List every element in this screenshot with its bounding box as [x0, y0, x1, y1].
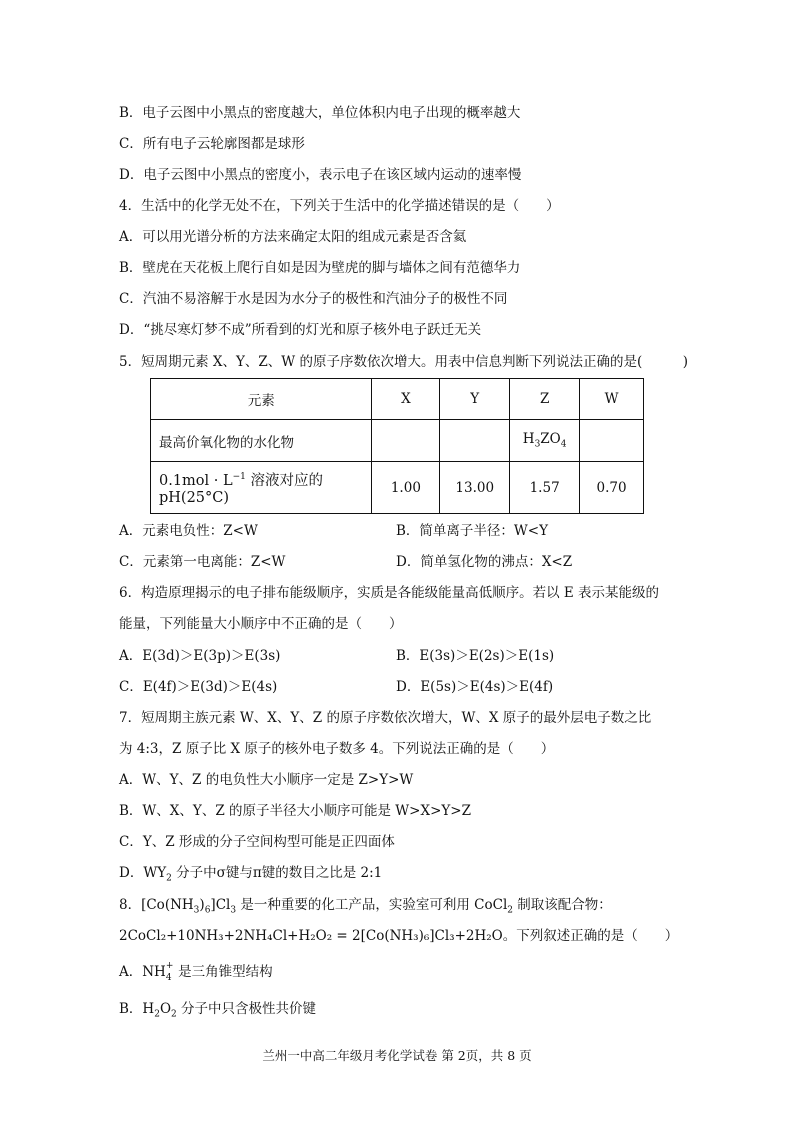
table-cell: $H_3ZO_4$	[510, 420, 580, 462]
question-8-line-2: 2CoCl₂+10NH₃+2NH₄Cl+H₂O₂ = 2[Co(NH₃)₆]Cl₃+2H₂O。下列叙述正确的是（ ）	[119, 928, 679, 944]
question-5-option-b: B．简单离子半径：W<Y	[396, 523, 549, 539]
question-4-option-a: A．可以用光谱分析的方法来确定太阳的组成元素是否含氦	[119, 229, 467, 245]
table-header-row	[151, 379, 644, 420]
table-cell	[440, 420, 510, 462]
question-8-option-a: A．NH + 4 是三角锥型结构	[119, 961, 273, 983]
table-cell: 13.00	[440, 462, 510, 514]
table-header-cell: Z	[510, 379, 580, 420]
question-7-option-d: D．$WY_2$ 分子中σ键与π键的数目之比是 2:1	[119, 865, 383, 884]
question-6-option-b: B．E(3s)＞E(2s)＞E(1s)	[396, 648, 555, 664]
table-cell: 0.70	[580, 462, 644, 514]
table-header-cell: Y	[440, 379, 510, 420]
table-cell: 1.00	[372, 462, 440, 514]
question-6-option-a: A．E(3d)＞E(3p)＞E(3s)	[119, 648, 281, 664]
question-7-option-a: A．W、Y、Z 的电负性大小顺序一定是 Z>Y>W	[119, 772, 414, 788]
question-4-option-d: D．“挑尽寒灯梦不成”所看到的灯光和原子核外电子跃迁无关	[119, 322, 482, 338]
question-4-option-c: C．汽油不易溶解于水是因为水分子的极性和汽油分子的极性不同	[119, 291, 508, 307]
question-7-option-c: C．Y、Z 形成的分子空间构型可能是正四面体	[119, 834, 395, 850]
question-4: 4．生活中的化学无处不在，下列关于生活中的化学描述错误的是（ ）	[119, 198, 560, 214]
question-6-line-1: 6．构造原理揭示的电子排布能级顺序，实质是各能级能量高低顺序。若以 E 表示某能级的	[119, 585, 660, 601]
question-5-option-d: D．简单氢化物的沸点：X<Z	[396, 554, 573, 570]
question-7-line-1: 7．短周期主族元素 W、X、Y、Z 的原子序数依次增大，W、X 原子的最外层电子数之比	[119, 710, 652, 726]
table-cell	[580, 420, 644, 462]
option-d-prev: D．电子云图中小黑点的密度小，表示电子在该区域内运动的速率慢	[119, 167, 522, 183]
question-7-option-b: B．W、X、Y、Z 的原子半径大小顺序可能是 W>X>Y>Z	[119, 803, 471, 819]
question-5-option-c: C．元素第一电离能：Z<W	[119, 554, 286, 570]
question-8-line-1: 8．$[Co(NH_3)_6]Cl_3$ 是一种重要的化工产品，实验室可利用 CoCl$_2$ 制取该配合物：	[119, 897, 612, 916]
question-5-option-a: A．元素电负性：Z<W	[119, 523, 258, 539]
table-row-label: $0.1mol \cdot L^{-1}$ 溶液对应的 pH(25°C)	[151, 462, 372, 514]
table-cell: 1.57	[510, 462, 580, 514]
page-footer: 兰州一中高二年级月考化学试卷 第 2页，共 8 页	[262, 1048, 532, 1063]
question-6-option-c: C．E(4f)＞E(3d)＞E(4s)	[119, 679, 278, 695]
question-8-option-b: B．$H_2O_2$ 分子中只含极性共价键	[119, 1001, 317, 1020]
question-6-option-d: D．E(5s)＞E(4s)＞E(4f)	[396, 679, 554, 695]
table-row	[151, 420, 644, 462]
table-header-cell: 元素	[151, 379, 372, 420]
table-header-cell: X	[372, 379, 440, 420]
question-7-line-2: 为 4:3，Z 原子比 X 原子的核外电子数多 4。下列说法正确的是（ ）	[119, 741, 555, 757]
option-c-prev: C．所有电子云轮廓图都是球形	[119, 136, 305, 152]
option-b-prev: B．电子云图中小黑点的密度越大，单位体积内电子出现的概率越大	[119, 105, 521, 121]
table-cell	[372, 420, 440, 462]
table-row-label: 最高价氧化物的水化物	[151, 420, 372, 462]
element-info-table	[150, 378, 644, 514]
question-4-option-b: B．壁虎在天花板上爬行自如是因为壁虎的脚与墙体之间有范德华力	[119, 260, 521, 276]
table-header-cell: W	[580, 379, 644, 420]
table-row	[151, 462, 644, 514]
question-6-line-2: 能量，下列能量大小顺序中不正确的是（ ）	[119, 616, 403, 632]
question-5: 5．短周期元素 X、Y、Z、W 的原子序数依次增大。用表中信息判断下列说法正确的是( )	[119, 354, 688, 370]
